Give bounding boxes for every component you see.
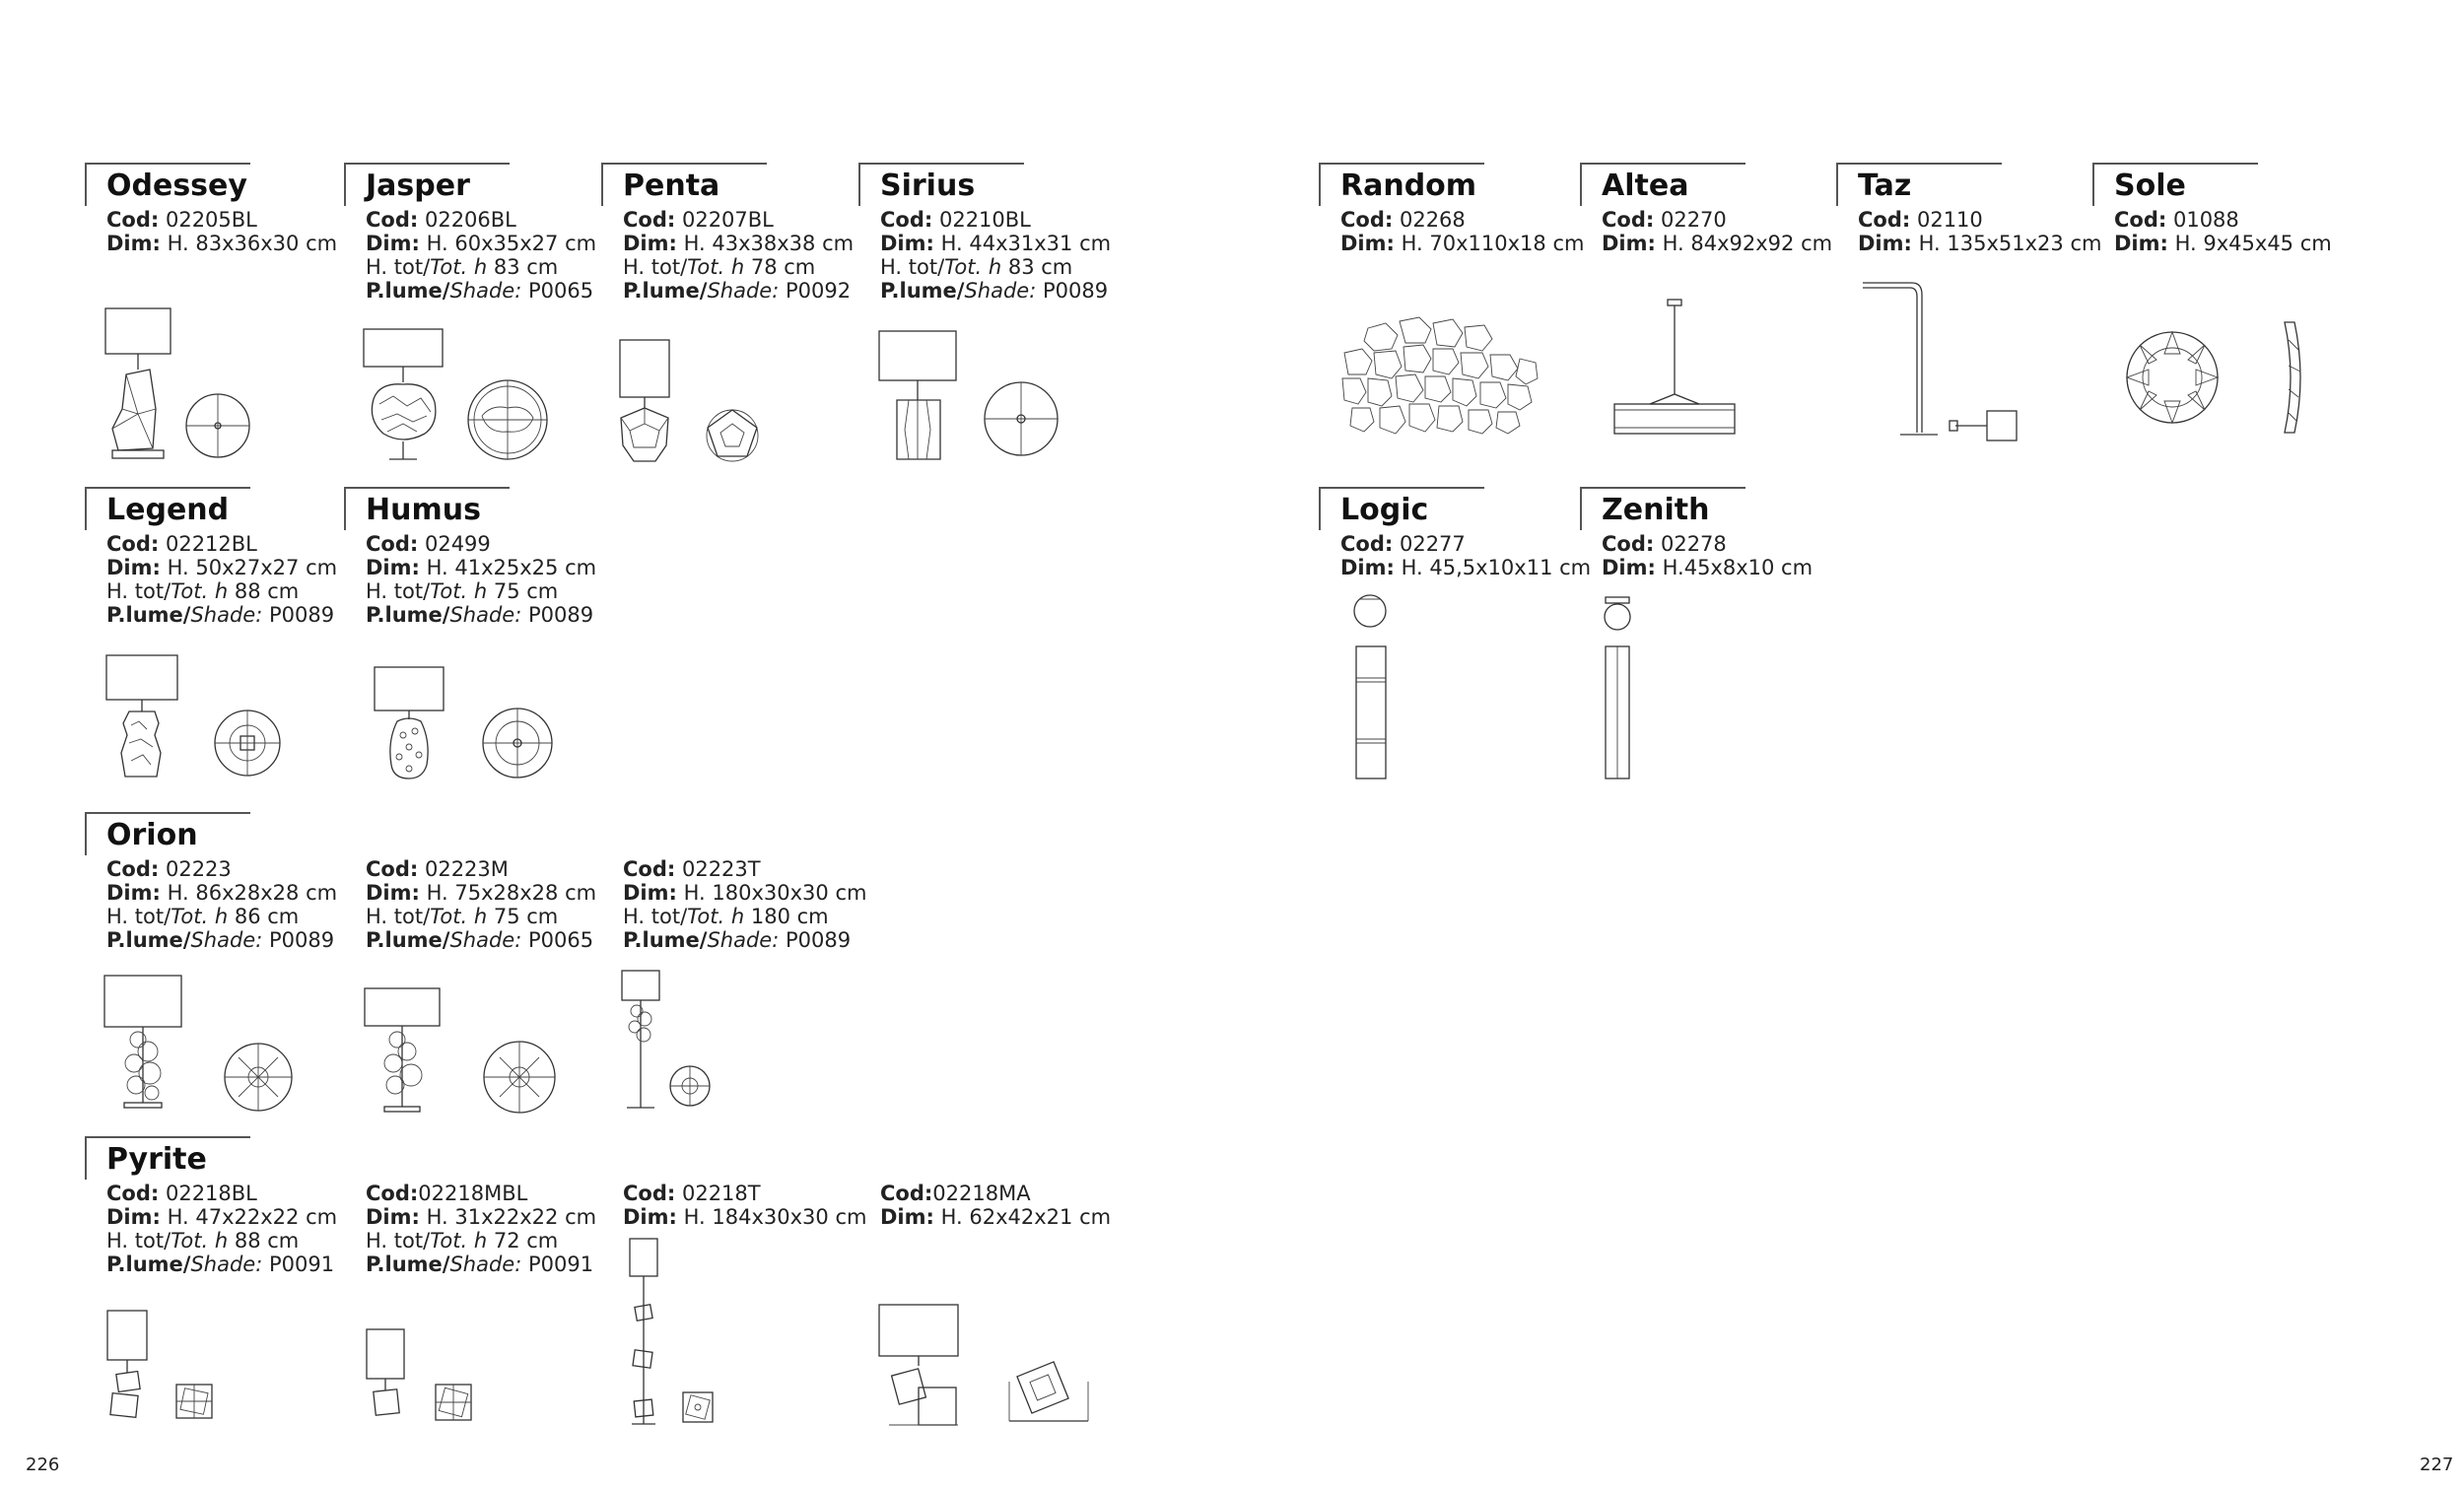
jasper-body: [372, 384, 436, 440]
product-legend: [85, 487, 338, 627]
product-specs: Cod: 02218BL Dim: H. 47x22x22 cm H. tot/Tot. h 88 cm P.lume/Shade: P0091: [106, 1182, 338, 1276]
product-specs: Cod: 02268 Dim: H. 70x110x18 cm: [1340, 208, 1585, 255]
jasper-drawing: [360, 325, 557, 473]
penta-drawing: [616, 335, 784, 468]
product-odessey: [85, 163, 338, 255]
product-name: Sirius: [880, 169, 976, 203]
orion-m-shade: [365, 988, 440, 1026]
title-frame: [1580, 487, 1745, 530]
legend-drawing: [102, 650, 299, 783]
product-logic: [1319, 487, 1592, 579]
product-specs: Cod:02218MBL Dim: H. 31x22x22 cm H. tot/Tot. h 72 cm P.lume/Shade: P0091: [366, 1182, 597, 1276]
title-frame: [85, 163, 250, 206]
pyrite-t-drawing: [624, 1235, 722, 1432]
product-humus: [344, 487, 597, 627]
product-specs: Cod: 02277 Dim: H. 45,5x10x11 cm: [1340, 532, 1592, 579]
title-frame: [344, 163, 510, 206]
logic-top-view: [1354, 595, 1386, 627]
product-specs: Cod: 02212BL Dim: H. 50x27x27 cm H. tot/Tot. h 88 cm P.lume/Shade: P0089: [106, 532, 338, 627]
logic-drawing: [1352, 591, 1402, 788]
product-name: Taz: [1858, 169, 1912, 203]
product-taz: [1836, 163, 2102, 255]
product-orion: [85, 812, 338, 952]
product-name: Logic: [1340, 493, 1429, 527]
taz-top-view: [1987, 411, 2017, 440]
product-jasper: [344, 163, 597, 303]
product-name: Pyrite: [106, 1142, 207, 1177]
zenith-top-view: [1605, 604, 1630, 630]
jasper-shade: [364, 329, 443, 367]
title-frame: [1319, 163, 1484, 206]
page-number-left: 226: [26, 1455, 60, 1475]
product-name: Humus: [366, 493, 481, 527]
penta-shade: [620, 340, 669, 397]
product-zenith: [1580, 487, 1814, 579]
odessey-shade: [105, 308, 171, 354]
title-frame: [858, 163, 1024, 206]
product-name: Orion: [106, 818, 198, 852]
title-frame: [85, 1136, 250, 1180]
product-sirius: [858, 163, 1112, 303]
product-specs: Cod: 02210BL Dim: H. 44x31x31 cm H. tot/Tot. h 83 cm P.lume/Shade: P0089: [880, 208, 1112, 303]
orion-shade: [104, 976, 181, 1027]
legend-shade: [106, 655, 177, 700]
product-specs: Cod: 02207BL Dim: H. 43x38x38 cm H. tot/Tot. h 78 cm P.lume/Shade: P0092: [623, 208, 855, 303]
product-name: Random: [1340, 169, 1477, 203]
product-pyrite: [85, 1136, 338, 1276]
title-frame: [1580, 163, 1745, 206]
product-specs: Cod: 02206BL Dim: H. 60x35x27 cm H. tot/Tot. h 83 cm P.lume/Shade: P0065: [366, 208, 597, 303]
product-specs: Cod: 02499 Dim: H. 41x25x25 cm H. tot/Tot. h 75 cm P.lume/Shade: P0089: [366, 532, 597, 627]
product-name: Sole: [2114, 169, 2186, 203]
product-specs: Cod: 02270 Dim: H. 84x92x92 cm: [1602, 208, 1833, 255]
sole-drawing: [2109, 310, 2326, 448]
product-penta: [601, 163, 855, 303]
orion-t-shade: [622, 971, 659, 1000]
pyrite-drawing: [103, 1306, 232, 1429]
orion-t-drawing: [619, 968, 727, 1116]
pyrite-mbl-drawing: [363, 1325, 491, 1429]
product-specs: Cod: 02278 Dim: H.45x8x10 cm: [1602, 532, 1814, 579]
odessey-drawing: [99, 301, 266, 468]
product-specs: Cod: 02223T Dim: H. 180x30x30 cm H. tot/Tot. h 180 cm P.lume/Shade: P0089: [623, 857, 867, 952]
odessey-base: [112, 370, 156, 450]
random-drawing: [1338, 313, 1545, 441]
product-specs: Cod: 02223 Dim: H. 86x28x28 cm H. tot/Tot. h 86 cm P.lume/Shade: P0089: [106, 857, 338, 952]
pyrite-ma-shade: [879, 1305, 958, 1356]
product-specs: Cod: 02205BL Dim: H. 83x36x30 cm: [106, 208, 338, 255]
title-frame: [85, 487, 250, 530]
sirius-shade: [879, 331, 956, 380]
pyrite-t-shade: [630, 1239, 657, 1276]
title-frame: [601, 163, 767, 206]
title-frame: [2092, 163, 2258, 206]
humus-shade: [375, 667, 444, 711]
product-specs: Cod: 02223M Dim: H. 75x28x28 cm H. tot/Tot. h 75 cm P.lume/Shade: P0065: [366, 857, 597, 952]
taz-drawing: [1853, 271, 2020, 448]
title-frame: [344, 487, 510, 530]
product-name: Zenith: [1602, 493, 1710, 527]
orion-m-drawing: [360, 981, 557, 1118]
title-frame: [85, 812, 250, 855]
product-specs: Cod: 02218T Dim: H. 184x30x30 cm: [623, 1182, 867, 1229]
product-name: Penta: [623, 169, 720, 203]
product-sole: [2092, 163, 2332, 255]
product-name: Legend: [106, 493, 230, 527]
altea-drawing: [1597, 296, 1754, 443]
sole-side-view: [2285, 322, 2300, 433]
product-name: Odessey: [106, 169, 247, 203]
page-number-right: 227: [2420, 1455, 2454, 1475]
product-specs: Cod:02218MA Dim: H. 62x42x21 cm: [880, 1182, 1112, 1229]
product-name: Altea: [1602, 169, 1689, 203]
product-name: Jasper: [366, 169, 470, 203]
logic-body: [1356, 646, 1386, 778]
title-frame: [1836, 163, 2002, 206]
product-specs: Cod: 01088 Dim: H. 9x45x45 cm: [2114, 208, 2332, 255]
altea-shade: [1614, 404, 1735, 434]
pyrite-ma-drawing: [875, 1301, 1102, 1429]
humus-drawing: [370, 662, 567, 785]
sirius-drawing: [875, 327, 1072, 470]
product-specs: Cod: 02110 Dim: H. 135x51x23 cm: [1858, 208, 2102, 255]
title-frame: [1319, 487, 1484, 530]
sirius-body: [897, 400, 940, 459]
zenith-drawing: [1602, 595, 1641, 782]
pyrite-mbl-shade: [367, 1329, 404, 1379]
legend-body: [121, 711, 161, 777]
product-altea: [1580, 163, 1833, 255]
product-random: [1319, 163, 1585, 255]
humus-body: [390, 718, 428, 778]
penta-top-view: [707, 410, 758, 461]
orion-drawing: [101, 971, 298, 1114]
pyrite-shade: [107, 1311, 147, 1360]
